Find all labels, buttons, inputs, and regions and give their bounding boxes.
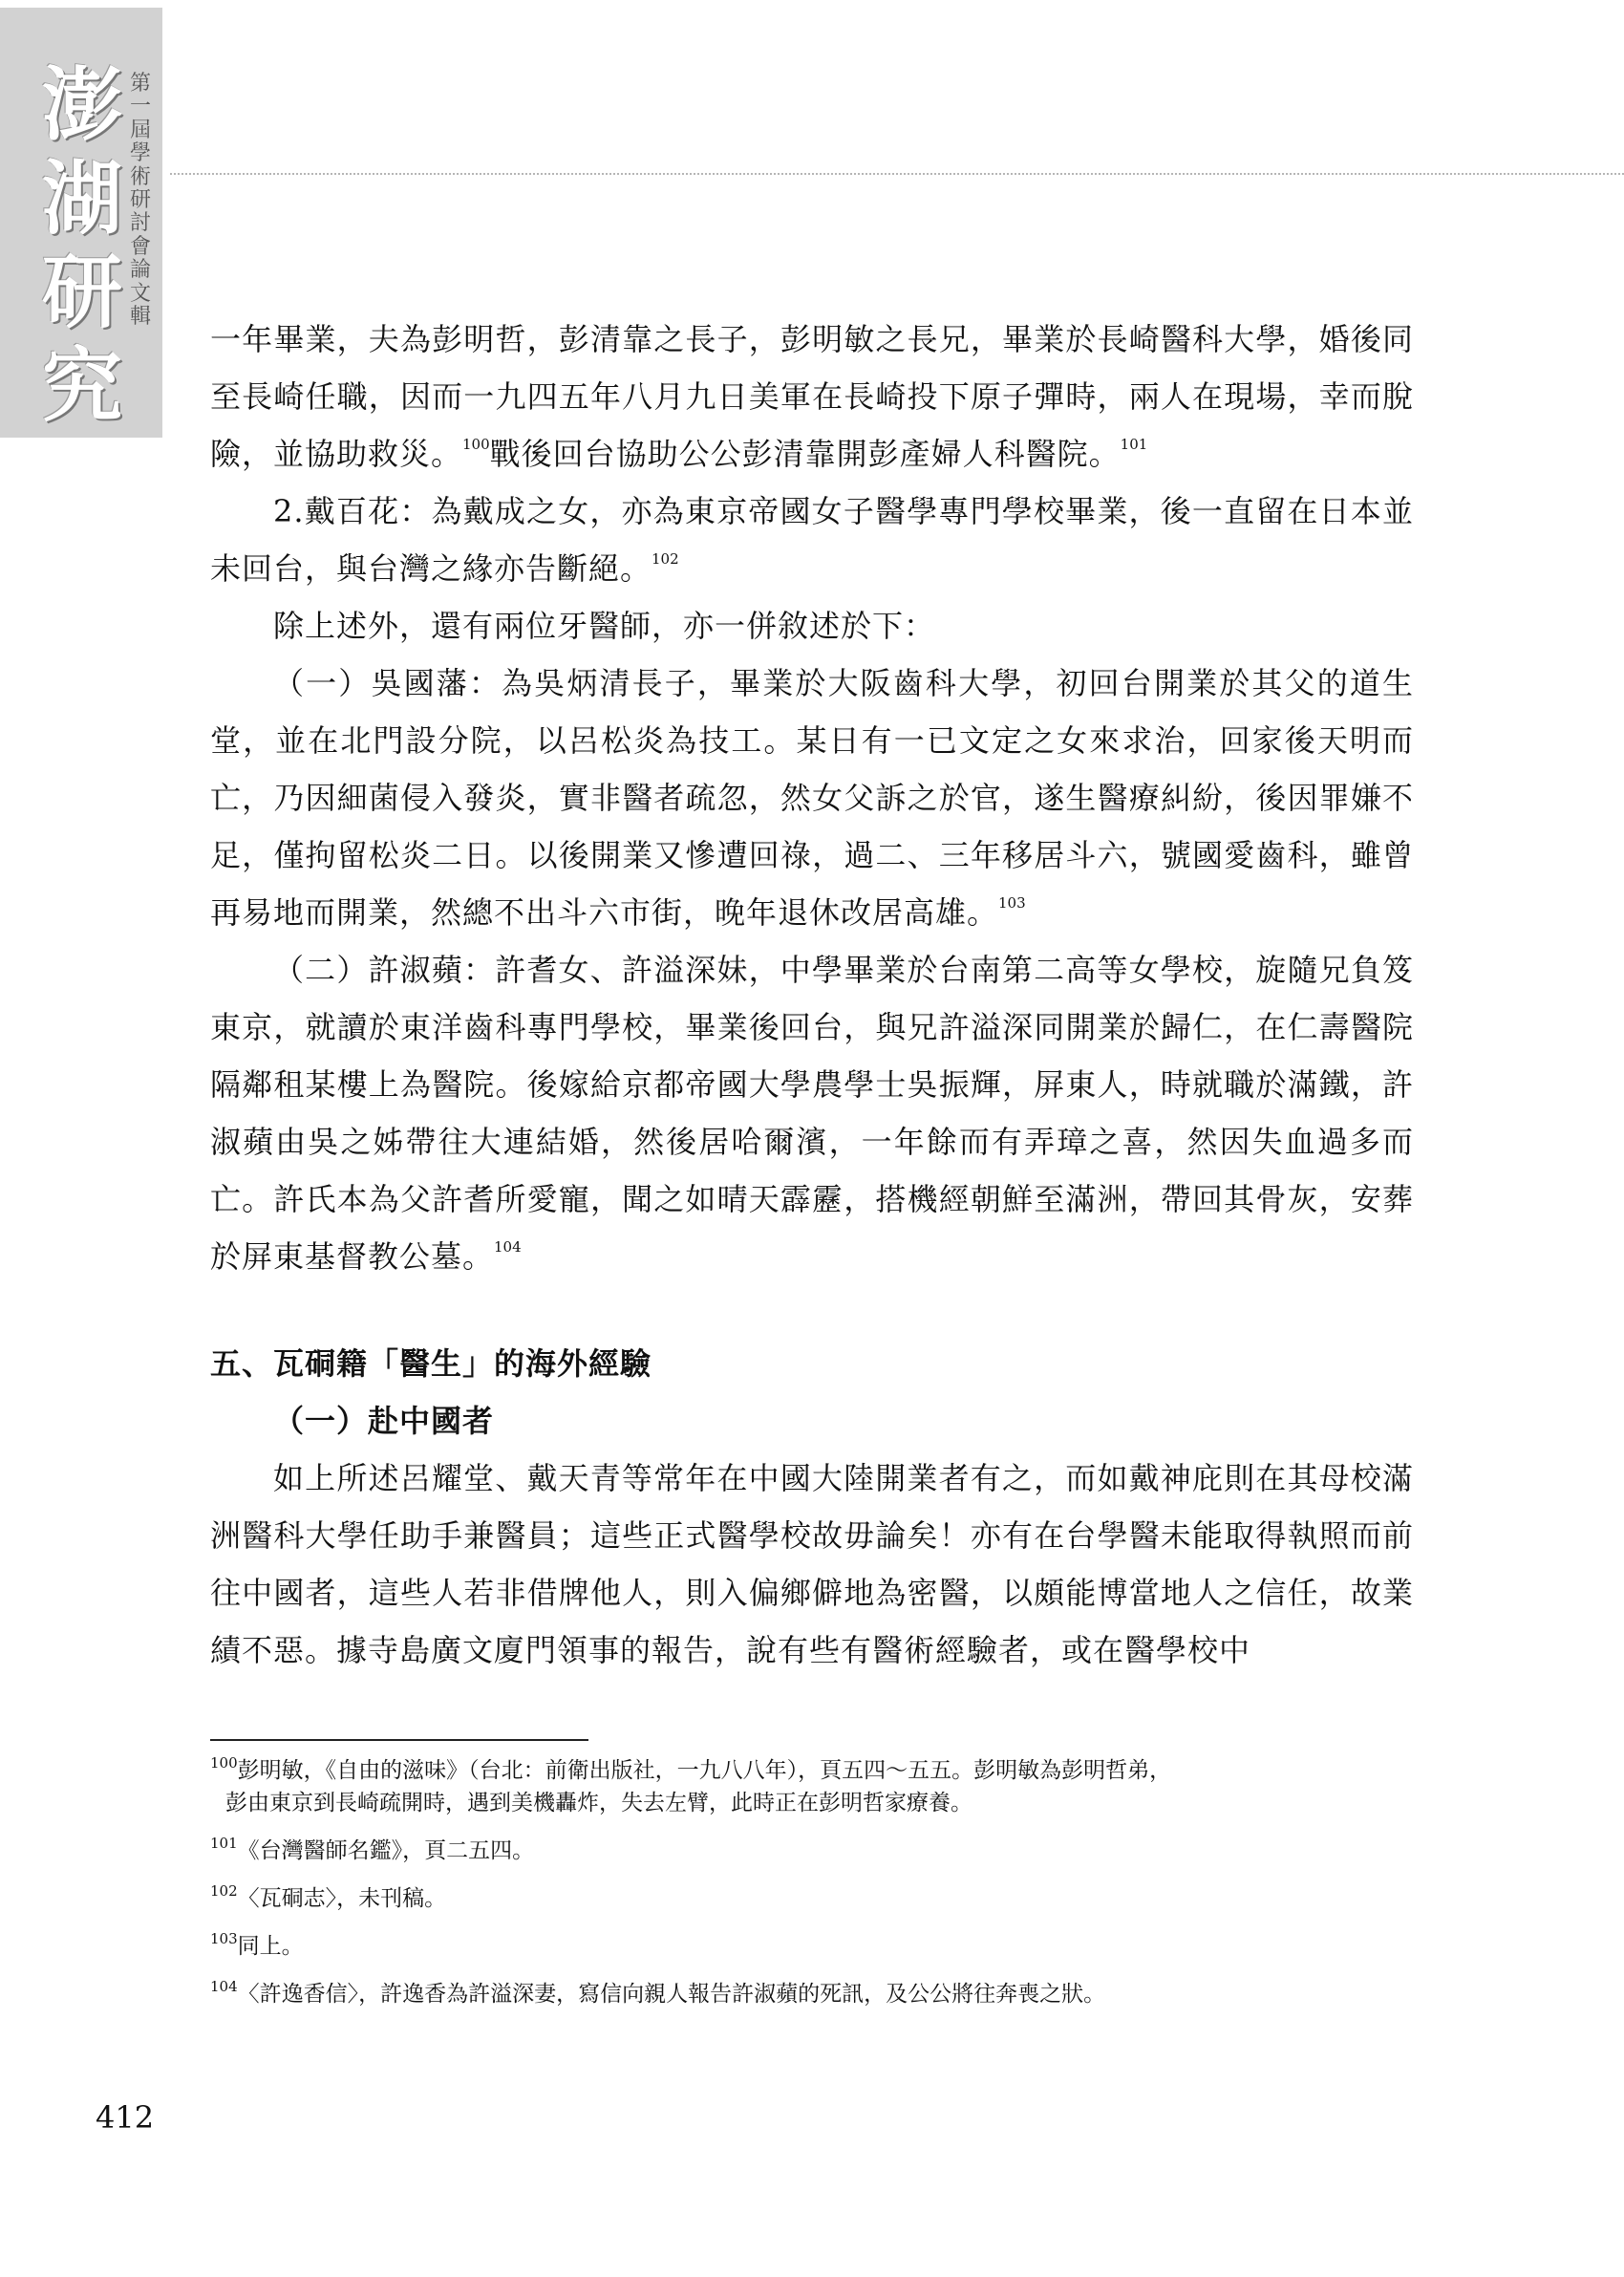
paragraph <box>210 941 1414 1285</box>
journal-subtitle-char: 屆 <box>130 118 152 142</box>
header-dotted-rule <box>170 173 1624 175</box>
footnote-ref[interactable]: 103 <box>998 894 1026 912</box>
footnote <box>210 1835 1423 1867</box>
footnote <box>210 1930 1423 1963</box>
footnote <box>210 1754 1423 1819</box>
journal-subtitle-char: 第 <box>130 72 152 96</box>
paragraph <box>210 655 1414 941</box>
journal-subtitle-char: 輯 <box>130 305 152 330</box>
footnote-ref[interactable]: 101 <box>1120 436 1148 453</box>
paragraph-text: （一）吳國藩：為吳炳清長子，畢業於大阪齒科大學，初回台開業於其父的道生堂，並在北門設分院，以呂松炎為技工。某日有一已文定之女來求治，回家後天明而亡，乃因細菌侵入發炎，實非醫者疏忽，然女父訴之於官，遂生醫療糾紛，後因罪嫌不足，僅拘留松炎二日。以後開業又慘遭回祿，過二、三年移居斗六，號國愛齒科，雖曾再易地而開業，然總不出斗六市街，晚年退休改居高雄。 <box>210 665 1414 931</box>
footnote-number: 104 <box>210 1978 238 1995</box>
journal-subtitle-char: 文 <box>130 281 152 306</box>
journal-title-char: 研 <box>42 246 123 339</box>
journal-title <box>42 59 122 432</box>
footnote-text: 〈瓦硐志〉，未刊稿。 <box>237 1886 447 1911</box>
journal-subtitle-char: 術 <box>130 164 152 189</box>
footnote-text: 彭明敏，《自由的滋味》（台北：前衛出版社，一九八八年），頁五四～五五。彭明敏為彭明哲弟， <box>237 1758 1172 1783</box>
footnote-text: 〈許逸香信〉，許逸香為許溢深妻，寫信向親人報告許淑蘋的死訊，及公公將往奔喪之狀。 <box>237 1982 1106 2007</box>
footnote-separator <box>210 1739 588 1741</box>
footnotes <box>210 1754 1423 2026</box>
footnote <box>210 1882 1423 1915</box>
footnote-ref[interactable]: 100 <box>462 436 490 453</box>
footnote-text: 同上。 <box>237 1934 304 1959</box>
journal-subtitle <box>130 73 151 329</box>
journal-subtitle-char: 會 <box>130 234 152 259</box>
footnote-ref[interactable]: 102 <box>652 550 679 568</box>
journal-title-char: 究 <box>42 339 123 433</box>
page-number: 412 <box>96 2099 155 2136</box>
journal-title-char: 澎 <box>42 58 123 152</box>
footnote-number: 103 <box>210 1930 238 1947</box>
paragraph-text: 戰後回台協助公公彭清靠開彭產婦人科醫院。 <box>489 436 1121 472</box>
paragraph-text: 一年畢業，夫為彭明哲，彭清靠之長子，彭明敏之長兄，畢業於長崎醫科大學，婚後同至長崎任職，因而一九四五年八月九日美軍在長崎投下原子彈時，兩人在現場，幸而脫險，並協助救災。 <box>210 321 1414 472</box>
journal-title-char: 湖 <box>42 152 123 246</box>
paragraph-text: 除上述外，還有兩位牙醫師，亦一併敘述於下： <box>273 608 936 644</box>
paragraph <box>210 483 1414 597</box>
subsection-heading: （一）赴中國者 <box>273 1403 495 1439</box>
footnote-text: 彭由東京到長崎疏開時，遇到美機轟炸，失去左臂，此時正在彭明哲家療養。 <box>225 1791 972 1815</box>
paragraph <box>210 597 1414 655</box>
paragraph-text: 如上所述呂耀堂、戴天青等常年在中國大陸開業者有之，而如戴神庇則在其母校滿洲醫科大學任助手兼醫員；這些正式醫學校故毋論矣！亦有在台學醫未能取得執照而前往中國者，這些人若非借牌他人，則入偏鄉僻地為密醫，以頗能博當地人之信任，故業績不惡。據寺島廣文廈門領事的報告，說有些有醫術經驗者，或在醫學校中 <box>210 1460 1414 1668</box>
footnote-number: 100 <box>210 1754 238 1772</box>
journal-subtitle-char: 討 <box>130 211 152 236</box>
journal-subtitle-char: 一 <box>130 95 152 119</box>
journal-subtitle-char: 研 <box>130 188 152 213</box>
body-text <box>210 311 1414 1679</box>
paragraph <box>210 311 1414 483</box>
footnote-ref[interactable]: 104 <box>494 1238 522 1256</box>
section-heading: 五、瓦硐籍「醫生」的海外經驗 <box>210 1345 652 1382</box>
paragraph <box>210 1450 1414 1679</box>
footnote-number: 101 <box>210 1835 238 1852</box>
footnote-number: 102 <box>210 1882 238 1900</box>
footnote-text: 《台灣醫師名鑑》，頁二五四。 <box>237 1838 535 1863</box>
journal-subtitle-char: 學 <box>130 141 152 166</box>
paragraph-text: （二）許淑蘋：許耆女、許溢深妹，中學畢業於台南第二高等女學校，旋隨兄負笈東京，就讀於東洋齒科專門學校，畢業後回台，與兄許溢深同開業於歸仁，在仁壽醫院隔鄰租某樓上為醫院。後嫁給京都帝國大學農學士吳振輝，屏東人，時就職於滿鐵，許淑蘋由吳之姊帶往大連結婚，然後居哈爾濱，一年餘而有弄璋之喜，然因失血過多而亡。許氏本為父許耆所愛寵，聞之如晴天霹靂，搭機經朝鮮至滿洲，帶回其骨灰，安葬於屏東基督教公墓。 <box>210 952 1414 1275</box>
journal-subtitle-char: 論 <box>130 258 152 283</box>
paragraph-text: 2.戴百花：為戴成之女，亦為東京帝國女子醫學專門學校畢業，後一直留在日本並未回台，與台灣之緣亦告斷絕。 <box>210 493 1414 587</box>
footnote <box>210 1978 1423 2010</box>
